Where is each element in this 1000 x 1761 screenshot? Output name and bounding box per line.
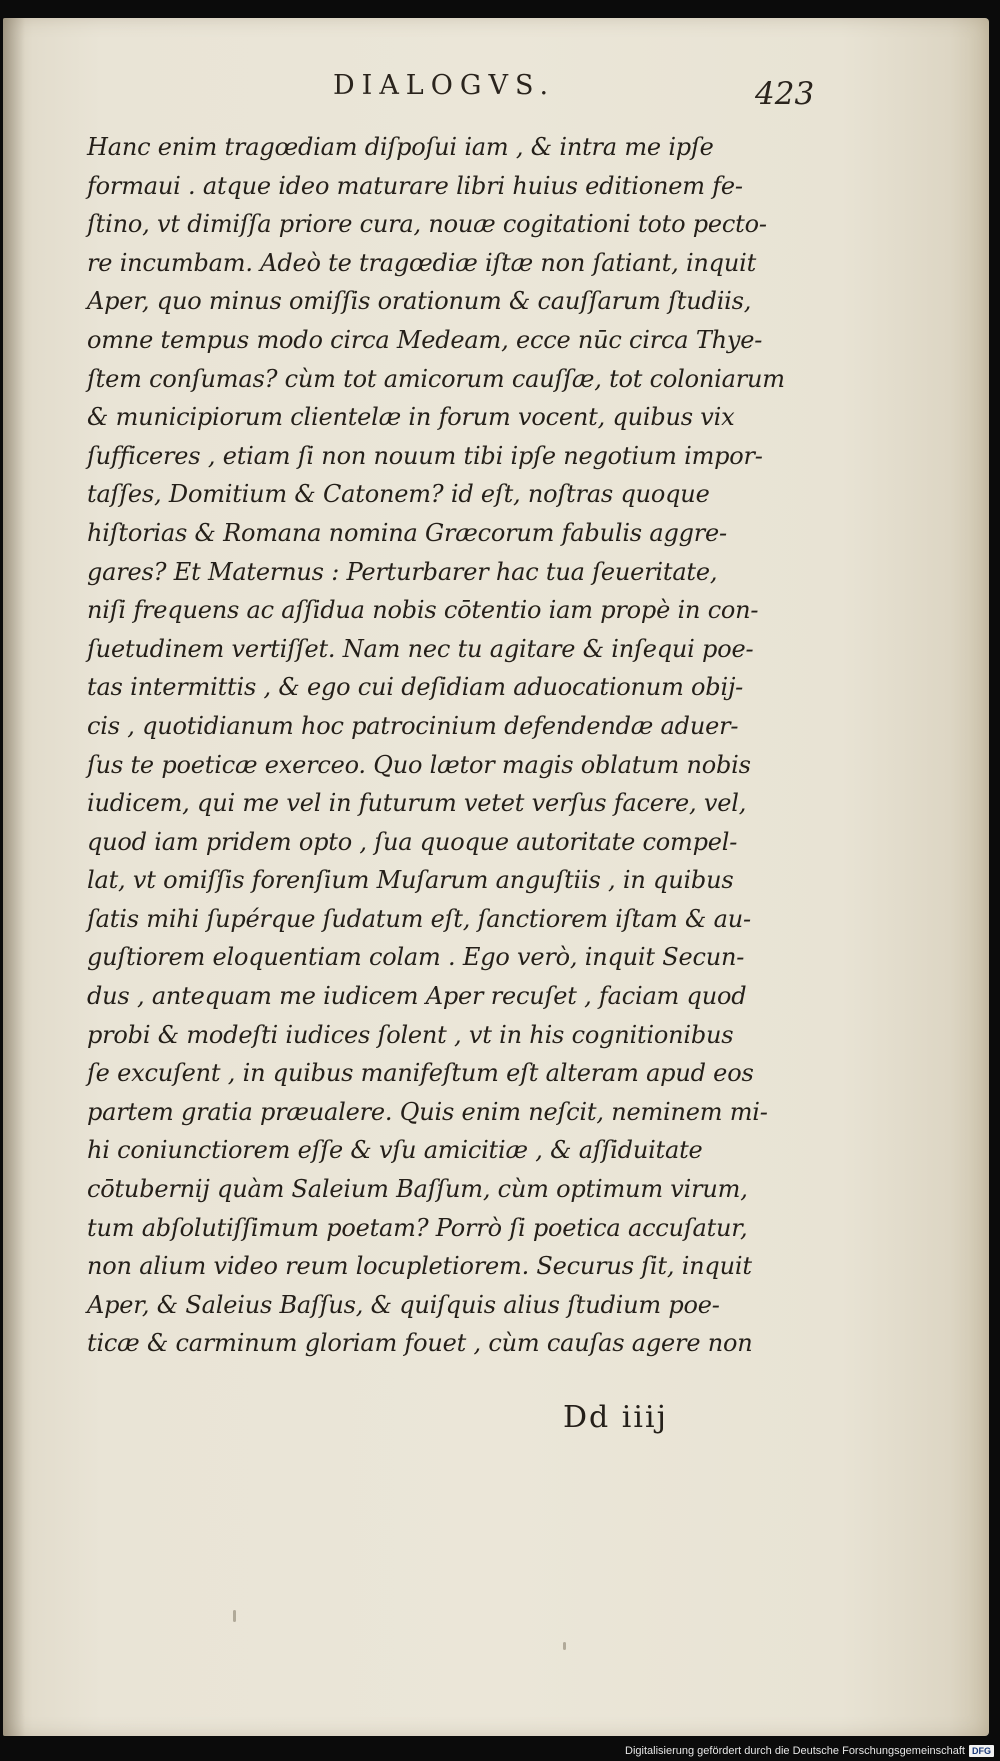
text-line: hiſtorias & Romana nomina Græcorum fabulis aggre- — [87, 518, 727, 547]
text-line: partem gratia præualere. Quis enim neſcit, neminem mi- — [87, 1097, 768, 1126]
text-line: Aper, & Saleius Baſſus, & quiſquis alius ſtudium poe- — [87, 1290, 720, 1319]
text-line: dus , antequam me iudicem Aper recuſet , faciam quod — [87, 982, 747, 1011]
running-head: DIALOGVS. — [333, 70, 556, 101]
text-line: hi coniunctiorem eſſe & vſu amicitiæ , & aſſiduitate — [87, 1136, 703, 1165]
text-line: guſtiorem eloquentiam colam . Ego verò, inquit Secun- — [87, 943, 745, 972]
body-text — [87, 128, 847, 1363]
text-line: formaui . atque ideo maturare libri huius editionem fe- — [87, 171, 743, 200]
paper-speck — [563, 1642, 566, 1650]
digitization-credit — [625, 1745, 994, 1757]
signature-mark: Dd iiij — [563, 1400, 668, 1435]
text-line: ſus te poeticæ exerceo. Quo lætor magis oblatum nobis — [87, 750, 751, 779]
text-line: ſatis mihi ſupérque ſudatum eſt, ſanctiorem iſtam & au- — [87, 904, 751, 933]
paper-speck — [233, 1610, 236, 1622]
book-page — [3, 18, 989, 1736]
credit-text: Digitalisierung gefördert durch die Deutsche Forschungsgemeinschaft — [625, 1745, 965, 1757]
text-line: ſufficeres , etiam ſi non nouum tibi ipſe negotium impor- — [87, 441, 763, 470]
text-line: lat, vt omiſſis forenſium Muſarum anguſtiis , in quibus — [87, 866, 734, 895]
text-line: niſi frequens ac aſſidua nobis cōtentio iam propè in con- — [87, 596, 759, 625]
text-line: ſuetudinem vertiſſet. Nam nec tu agitare & inſequi poe- — [87, 634, 754, 663]
text-line: Hanc enim tragœdiam diſpoſui iam , & intra me ipſe — [87, 133, 714, 161]
text-line: gares? Et Maternus : Perturbarer hac tua ſeueritate, — [87, 557, 718, 586]
text-line: probi & modeſti iudices ſolent , vt in his cognitionibus — [87, 1020, 734, 1049]
gutter-shadow — [3, 18, 25, 1736]
text-line: ſtino, vt dimiſſa priore cura, nouæ cogitationi toto pecto- — [87, 210, 767, 239]
text-line: non alium video reum locupletiorem. Securus ſit, inquit — [87, 1252, 752, 1281]
text-line: quod iam pridem opto , ſua quoque autoritate compel- — [87, 827, 738, 856]
text-line: taſſes, Domitium & Catonem? id eſt, noſtras quoque — [87, 480, 710, 509]
text-line: omne tempus modo circa Medeam, ecce nūc circa Thye- — [87, 325, 763, 354]
text-line: ſtem conſumas? cùm tot amicorum cauſſæ, tot coloniarum — [87, 364, 785, 393]
text-line: cis , quotidianum hoc patrocinium defendendæ aduer- — [87, 711, 739, 740]
text-line: Aper, quo minus omiſſis orationum & cauſſarum ſtudiis, — [87, 287, 752, 316]
text-line: re incumbam. Adeò te tragœdiæ iſtæ non ſatiant, inquit — [87, 248, 757, 277]
text-line: tas intermittis , & ego cui deſidiam aduocationum obij- — [87, 673, 744, 702]
text-line: tum abſolutiſſimum poetam? Porrò ſi poetica accuſatur, — [87, 1213, 748, 1242]
text-line: ticæ & carminum gloriam fouet , cùm cauſas agere non — [87, 1329, 753, 1358]
text-line: & municipiorum clientelæ in forum vocent, quibus vix — [87, 403, 735, 432]
text-line: ſe excuſent , in quibus manifeſtum eſt alteram apud eos — [87, 1059, 754, 1088]
dfg-logo-icon: DFG — [969, 1745, 994, 1757]
text-line: iudicem, qui me vel in futurum vetet verſus facere, vel, — [87, 789, 747, 818]
page-number: 423 — [755, 76, 815, 112]
text-line: cōtubernij quàm Saleium Baſſum, cùm optimum virum, — [87, 1175, 748, 1204]
